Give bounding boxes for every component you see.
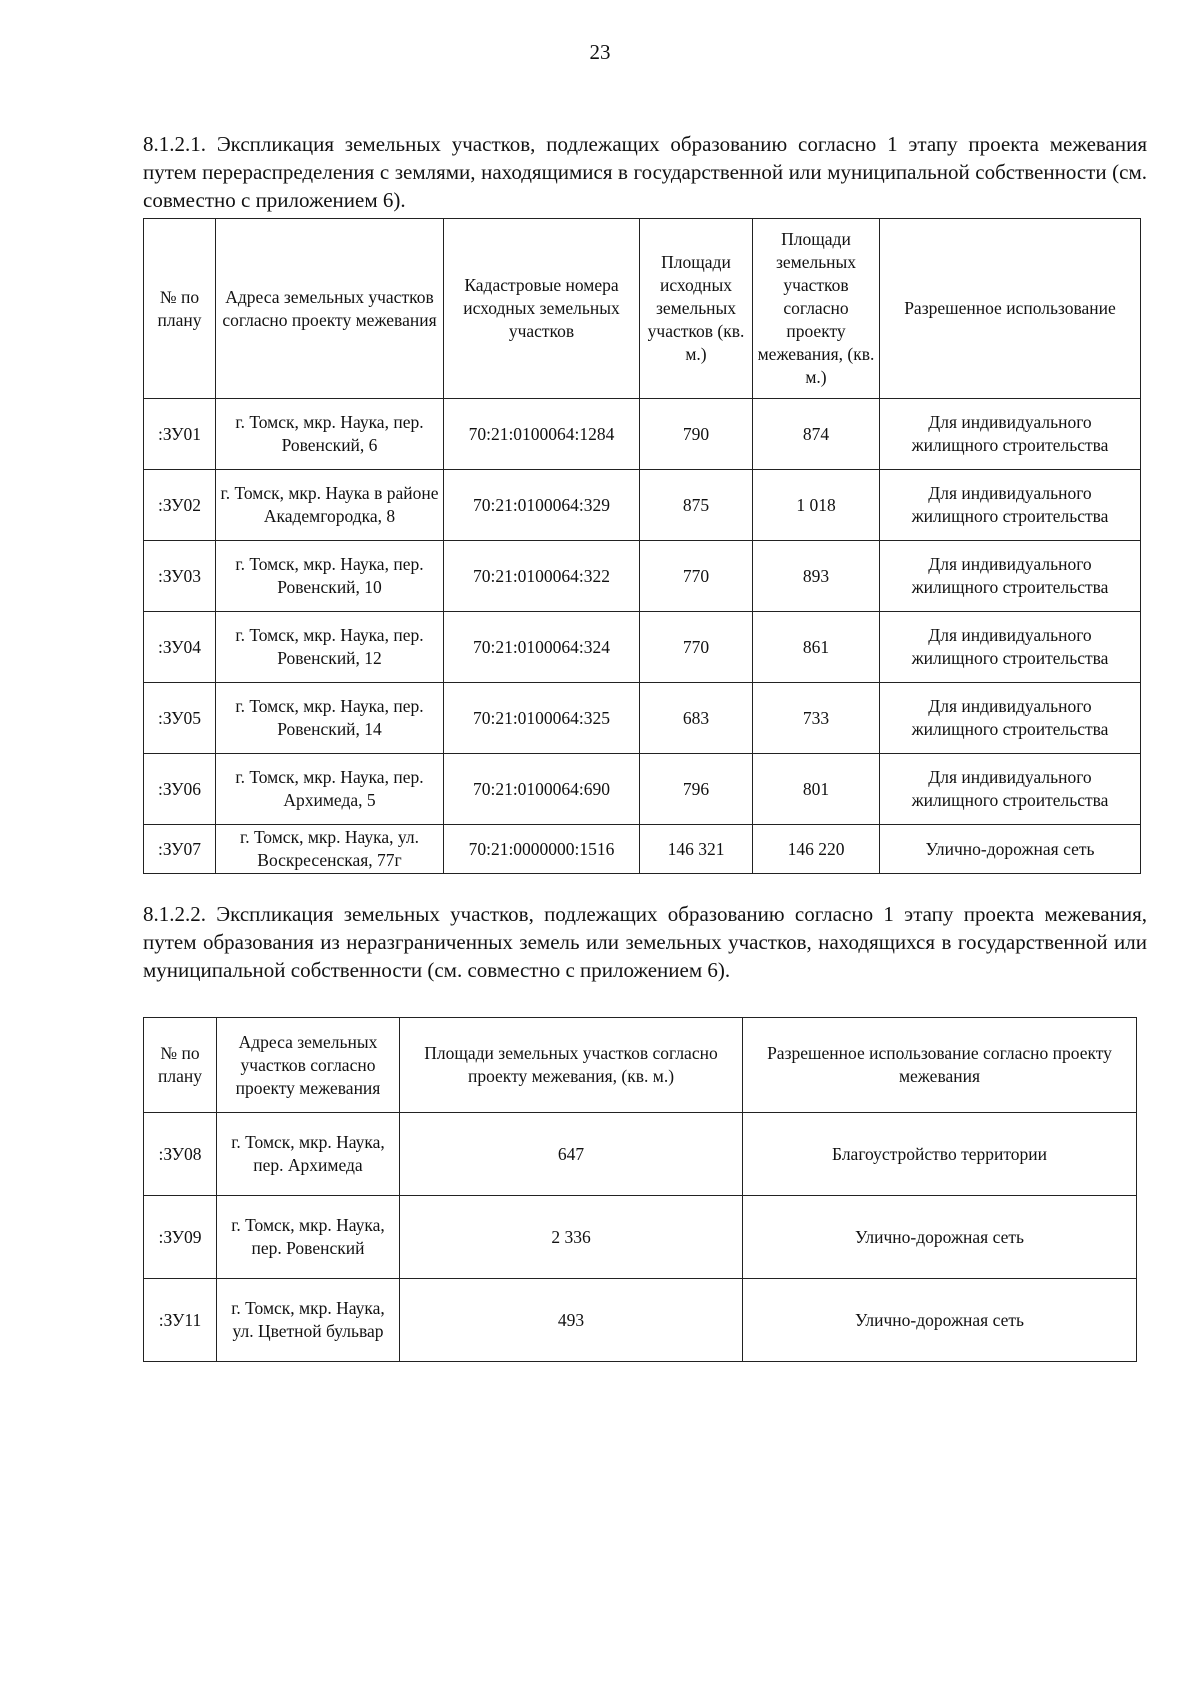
table-row [144, 470, 1141, 541]
source-area-cell: 770 [640, 541, 753, 612]
new-area-cell: 874 [753, 399, 880, 470]
new-area-cell: 733 [753, 683, 880, 754]
address-cell: г. Томск, мкр. Наука, пер. Ровенский, 12 [216, 612, 444, 683]
table-row [144, 541, 1141, 612]
table-row [144, 825, 1141, 874]
area-cell: 493 [400, 1279, 743, 1362]
header-address: Адреса земельных участков согласно проекту межевания [216, 219, 444, 399]
header-permitted-use: Разрешенное использование [880, 219, 1141, 399]
source-area-cell: 796 [640, 754, 753, 825]
permitted-use-cell: Для индивидуального жилищного строительства [880, 470, 1141, 541]
address-cell: г. Томск, мкр. Наука, пер. Архимеда [217, 1113, 400, 1196]
new-area-cell: 861 [753, 612, 880, 683]
address-cell: г. Томск, мкр. Наука, пер. Архимеда, 5 [216, 754, 444, 825]
header-plan-number: № по плану [144, 1018, 217, 1113]
permitted-use-cell: Для индивидуального жилищного строительства [880, 612, 1141, 683]
new-area-cell: 146 220 [753, 825, 880, 874]
permitted-use-cell: Улично-дорожная сеть [743, 1196, 1137, 1279]
cadastral-number-cell: 70:21:0100064:322 [444, 541, 640, 612]
table-row [144, 399, 1141, 470]
address-cell: г. Томск, мкр. Наука, пер. Ровенский [217, 1196, 400, 1279]
address-cell: г. Томск, мкр. Наука, ул. Воскресенская, 77г [216, 825, 444, 874]
table-row [144, 612, 1141, 683]
permitted-use-cell: Для индивидуального жилищного строительства [880, 541, 1141, 612]
table-header-row [144, 1018, 1137, 1113]
table-row [144, 754, 1141, 825]
plot-number-cell: :ЗУ02 [144, 470, 216, 541]
table-row [144, 683, 1141, 754]
source-area-cell: 683 [640, 683, 753, 754]
new-area-cell: 801 [753, 754, 880, 825]
table-row [144, 1113, 1137, 1196]
section-heading-8-1-2-1: 8.1.2.1. Экспликация земельных участков, подлежащих образованию согласно 1 этапу проекта межевания путем перераспределения с землями, находящимися в государственной или муниципальной собственности (см. совместно с приложением 6). [143, 132, 1147, 212]
cadastral-number-cell: 70:21:0100064:324 [444, 612, 640, 683]
header-new-area: Площади земельных участков согласно проекту межевания, (кв. м.) [753, 219, 880, 399]
address-cell: г. Томск, мкр. Наука, пер. Ровенский, 10 [216, 541, 444, 612]
plot-number-cell: :ЗУ01 [144, 399, 216, 470]
header-cadastral-number: Кадастровые номера исходных земельных участков [444, 219, 640, 399]
plot-number-cell: :ЗУ04 [144, 612, 216, 683]
permitted-use-cell: Благоустройство территории [743, 1113, 1137, 1196]
source-area-cell: 770 [640, 612, 753, 683]
section-heading-8-1-2-2: 8.1.2.2. Экспликация земельных участков, подлежащих образованию согласно 1 этапу проекта межевания, путем образования из неразграниченных земель или земельных участков, находящихся в государственной или муниципальной собственности (см. совместно с приложением 6). [143, 902, 1147, 982]
cadastral-number-cell: 70:21:0100064:325 [444, 683, 640, 754]
header-permitted-use: Разрешенное использование согласно проекту межевания [743, 1018, 1137, 1113]
plot-number-cell: :ЗУ05 [144, 683, 216, 754]
address-cell: г. Томск, мкр. Наука, пер. Ровенский, 14 [216, 683, 444, 754]
permitted-use-cell: Для индивидуального жилищного строительства [880, 754, 1141, 825]
area-cell: 2 336 [400, 1196, 743, 1279]
new-area-cell: 1 018 [753, 470, 880, 541]
explication-table-formation [143, 1017, 1137, 1362]
address-cell: г. Томск, мкр. Наука в районе Академгородка, 8 [216, 470, 444, 541]
plot-number-cell: :ЗУ08 [144, 1113, 217, 1196]
address-cell: г. Томск, мкр. Наука, ул. Цветной бульвар [217, 1279, 400, 1362]
cadastral-number-cell: 70:21:0100064:690 [444, 754, 640, 825]
plot-number-cell: :ЗУ07 [144, 825, 216, 874]
header-area: Площади земельных участков согласно проекту межевания, (кв. м.) [400, 1018, 743, 1113]
new-area-cell: 893 [753, 541, 880, 612]
area-cell: 647 [400, 1113, 743, 1196]
table-row [144, 1196, 1137, 1279]
cadastral-number-cell: 70:21:0100064:329 [444, 470, 640, 541]
table-header-row [144, 219, 1141, 399]
page-number: 23 [589, 40, 611, 64]
permitted-use-cell: Улично-дорожная сеть [880, 825, 1141, 874]
plot-number-cell: :ЗУ06 [144, 754, 216, 825]
permitted-use-cell: Для индивидуального жилищного строительства [880, 683, 1141, 754]
plot-number-cell: :ЗУ09 [144, 1196, 217, 1279]
source-area-cell: 146 321 [640, 825, 753, 874]
source-area-cell: 790 [640, 399, 753, 470]
permitted-use-cell: Для индивидуального жилищного строительства [880, 399, 1141, 470]
plot-number-cell: :ЗУ03 [144, 541, 216, 612]
header-address: Адреса земельных участков согласно проекту межевания [217, 1018, 400, 1113]
table-row [144, 1279, 1137, 1362]
cadastral-number-cell: 70:21:0000000:1516 [444, 825, 640, 874]
cadastral-number-cell: 70:21:0100064:1284 [444, 399, 640, 470]
address-cell: г. Томск, мкр. Наука, пер. Ровенский, 6 [216, 399, 444, 470]
source-area-cell: 875 [640, 470, 753, 541]
header-source-area: Площади исходных земельных участков (кв. м.) [640, 219, 753, 399]
header-plan-number: № по плану [144, 219, 216, 399]
plot-number-cell: :ЗУ11 [144, 1279, 217, 1362]
permitted-use-cell: Улично-дорожная сеть [743, 1279, 1137, 1362]
explication-table-redistribution [143, 218, 1141, 874]
